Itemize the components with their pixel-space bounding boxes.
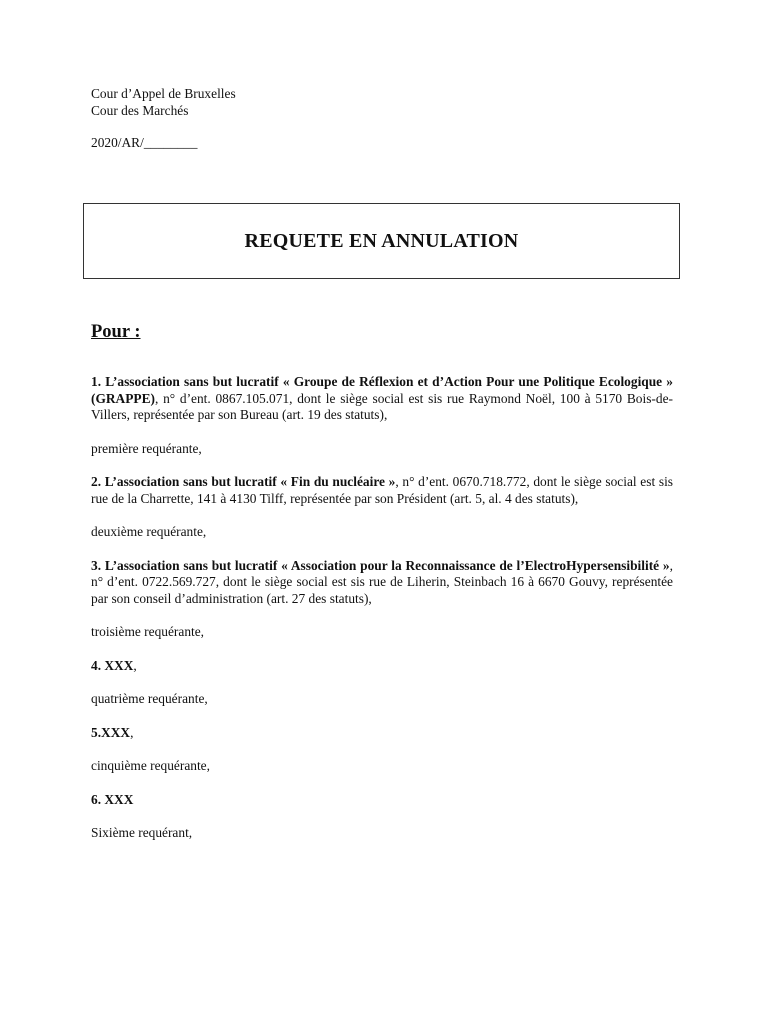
document-header (91, 86, 673, 152)
document-title: REQUETE EN ANNULATION (244, 229, 519, 252)
court-chamber: Cour des Marchés (91, 102, 189, 118)
party-2-description (91, 474, 673, 507)
party-5-role: cinquième requérante, (91, 758, 210, 773)
party-4-name: 4. XXX (91, 657, 134, 673)
document-body (91, 320, 673, 859)
party-1-description (91, 374, 673, 424)
party-2-details: , n° d’ent. 0670.718.772, dont le siège social est sis rue de la Charrette, 141 à 4130 Tilff, représentée par son Président (art. 5, al. 4 des statuts), (91, 474, 674, 506)
party-3-name: 3. L’association sans but lucratif « Association pour la Reconnaissance de l’ElectroHypersensibilité » (91, 557, 670, 573)
party-3-description (91, 558, 673, 608)
party-4-role: quatrième requérante, (91, 691, 208, 706)
party-1-role: première requérante, (91, 440, 202, 456)
party-4-details: , (133, 657, 137, 673)
party-6-role: Sixième requérant, (91, 825, 193, 840)
party-5-details: , (130, 724, 134, 740)
case-reference: 2020/AR/________ (91, 135, 198, 150)
party-3-role: troisième requérante, (91, 624, 205, 639)
party-6-description (91, 792, 673, 809)
party-5-name: 5.XXX (91, 724, 131, 740)
party-2-name: 2. L’association sans but lucratif « Fin du nucléaire » (91, 474, 396, 489)
party-6-name: 6. XXX (91, 791, 134, 807)
party-1-details: , n° d’ent. 0867.105.071, dont le siège social est sis rue Raymond Noël, 100 à 5170 Bois-de-Villers, représentée par son Bureau (art. 19 des statuts), (91, 390, 673, 422)
party-1-name: 1. L’association sans but lucratif « Groupe de Réflexion et d’Action Pour une Politique Ecologique » (GRAPPE) (91, 374, 673, 406)
party-5-description (91, 725, 673, 742)
court-name: Cour d’Appel de Bruxelles (91, 86, 236, 101)
title-box (83, 203, 680, 279)
party-4-description (91, 658, 673, 675)
section-heading-pour: Pour : (91, 322, 141, 342)
party-3-details: , n° d’ent. 0722.569.727, dont le siège social est sis rue de Liherin, Steinbach 16 à 6670 Gouvy, représentée par son conseil d’administration (art. 27 des statuts), (91, 557, 673, 606)
party-2-role: deuxième requérante, (91, 524, 207, 539)
